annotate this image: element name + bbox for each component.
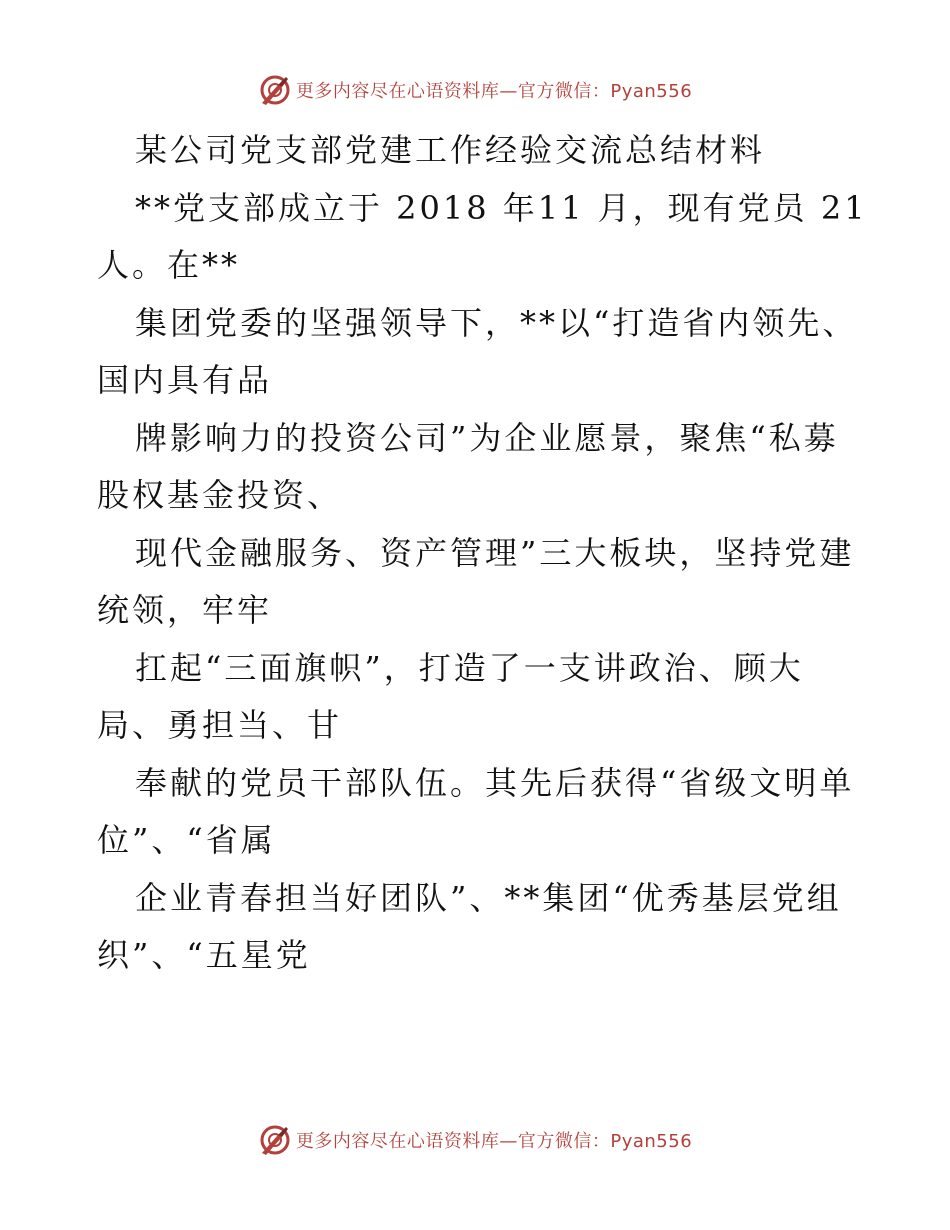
paragraph-line: 人。在** [97,246,241,284]
paragraph-line: 国内具有品 [97,361,273,399]
paragraph-line: 集团党委的坚强领导下，**以“打造省内领先、 [135,303,858,342]
header-banner [0,70,950,110]
paragraph-line: 扛起“三面旗帜”，打造了一支讲政治、顾大 [135,648,804,687]
pen-logo-icon [258,73,292,107]
footer-banner-text: 更多内容尽在心语资料库—官方微信：Pyan556 [295,1131,693,1152]
paragraph-line: 牌影响力的投资公司”为企业愿景，聚焦“私募 [135,418,839,457]
paragraph-line: 奉献的党员干部队伍。其先后获得“省级文明单 [135,763,855,802]
paragraph-line: 现代金融服务、资产管理”三大板块，坚持党建 [135,533,855,572]
paragraph-line: 位”、“省属 [97,821,276,859]
header-banner-text: 更多内容尽在心语资料库—官方微信：Pyan556 [295,81,693,102]
paragraph-line: **党支部成立于 2018 年11 月，现有党员 21 [135,188,868,227]
paragraph-line: 局、勇担当、甘 [97,706,343,744]
document-body [97,122,867,985]
footer-banner [0,1120,950,1160]
paragraph-line: 企业青春担当好团队”、**集团“优秀基层党组 [135,878,842,917]
pen-logo-icon [258,1123,292,1157]
paragraph-line: 织”、“五星党 [97,936,311,974]
paragraph-line: 统领，牢牢 [97,591,273,629]
document-title: 某公司党支部党建工作经验交流总结材料 [135,131,766,169]
paragraph-line: 股权基金投资、 [97,476,343,514]
